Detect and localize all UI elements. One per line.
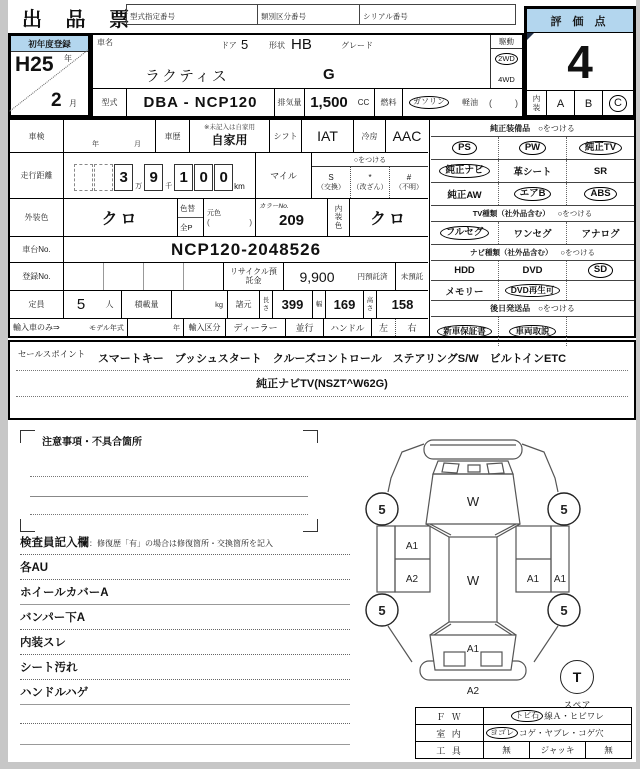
condition-tools-label: 工 具	[416, 742, 484, 758]
original-color-label: 元色	[207, 210, 221, 217]
right-rear-door-mark: A1	[526, 574, 540, 585]
inspector-item-5: シート汚れ	[20, 655, 350, 680]
fuel-diesel: 軽油	[462, 98, 478, 107]
condition-row-fw	[416, 708, 631, 725]
digit-box-empty	[74, 164, 93, 191]
model-year-suffix: 年	[128, 319, 184, 336]
handle-left: 左	[372, 319, 396, 336]
digit-1: 1	[174, 164, 193, 191]
sales-divider-2	[16, 396, 628, 397]
condition-interior-circled: ヨゴレ	[486, 727, 518, 740]
fuel-other-paren	[485, 89, 522, 116]
dimensions-row	[10, 291, 428, 319]
displacement-value: 1,500	[310, 94, 348, 111]
flag-asterisk-sub: （改ざん）	[352, 184, 388, 191]
inspector-item-2: ホイールカバーA	[20, 580, 350, 605]
shift-label: シフト	[270, 120, 302, 152]
drive-label: 駆動	[491, 35, 522, 49]
tv-oneseg: ワンセグ	[513, 229, 552, 240]
flag-exchange	[312, 167, 351, 198]
flag-hash: #	[406, 173, 412, 182]
inspector-header	[20, 534, 350, 555]
condition-interior-value	[484, 725, 631, 741]
interior-label: 内装	[527, 91, 547, 116]
fuel-label: 燃料	[375, 89, 403, 116]
all-paint-label: 全P	[180, 222, 193, 232]
spare-tire-mark: T	[560, 660, 594, 694]
model-label: 型式	[93, 89, 127, 116]
condition-row-tools	[416, 742, 631, 758]
width-label: 幅	[313, 291, 326, 318]
import-class-label: 輸入区分	[184, 319, 226, 336]
left-rocker-shape	[377, 526, 395, 592]
sales-point-label: セールスポイント	[18, 349, 86, 359]
equip-abs-selected: ABS	[584, 187, 616, 202]
recycle-paid: 円預託済	[350, 263, 396, 290]
digit-2: 0	[194, 164, 213, 191]
chassis-value: NCP120-2048526	[170, 239, 322, 259]
odometer-flags	[312, 153, 428, 198]
equipment-panel	[431, 120, 634, 336]
notes-line-1	[30, 476, 308, 477]
orig-paren-open: (	[207, 218, 210, 227]
car-top-view	[352, 430, 636, 702]
auction-sheet	[8, 0, 636, 762]
color-row	[10, 199, 428, 237]
tv-fullseg-selected: フルセグ	[440, 226, 490, 241]
length-value: 399	[273, 291, 313, 318]
car-damage-diagram	[352, 430, 636, 702]
capacity-label: 定員	[10, 291, 64, 318]
color-no-cell	[256, 199, 328, 236]
inspector-note: ：修復歴「有」の場合は修復箇所・交換箇所を記入	[89, 539, 273, 548]
mileage-label: 走行距離	[10, 153, 64, 198]
import-row	[10, 319, 428, 336]
man-unit: 万	[135, 183, 143, 190]
front-bumper-shape	[424, 440, 522, 459]
equip-sunroof: SR	[593, 165, 608, 177]
flag-s: S	[328, 173, 334, 182]
recycle-amount: 9,900	[299, 268, 335, 285]
tv-type-row	[431, 222, 634, 245]
digit-box-empty	[94, 164, 113, 191]
digit-man: 3	[114, 164, 133, 191]
model-value: DBA - NCP120	[127, 89, 275, 116]
sales-point-line1: スマートキー ブッシュスタート クルーズコントロール ステアリングS/W ビルトインETC	[98, 353, 567, 365]
equipment-row-3	[431, 183, 634, 206]
inspector-empty-line	[20, 724, 350, 745]
tailgate-mark: A1	[466, 644, 480, 655]
windshield-mark: W	[466, 494, 480, 509]
paren-open: (	[489, 97, 492, 108]
history-label: 車歴	[156, 120, 190, 152]
equip-oem-aw: 純正AW	[447, 190, 482, 201]
handle-label: ハンドル	[324, 319, 372, 336]
recycle-label: リサイクル預託金	[224, 263, 284, 290]
navi-circle-note: ○をつける	[560, 248, 596, 257]
inspector-section	[20, 534, 350, 762]
tv-analog: アナログ	[581, 229, 620, 240]
condition-table	[415, 707, 632, 759]
reg-month-value: 2	[51, 90, 62, 111]
left-rear-door-mark: A2	[405, 574, 419, 585]
interior-color-label: 内装色	[328, 199, 350, 236]
height-value: 158	[391, 297, 414, 312]
equip-oem-navi-selected: 純正ナビ	[439, 164, 489, 179]
roof-mark: W	[466, 573, 480, 588]
drive-4wd: 4WD	[498, 74, 515, 84]
navi-row-1	[431, 261, 634, 281]
navi-dvd-play-selected: DVD再生可	[505, 284, 560, 297]
equipment-header	[431, 120, 634, 137]
navi-hdd: HDD	[454, 265, 475, 276]
navi-empty-cell	[567, 281, 634, 300]
vehicle-name-label: 車名	[97, 38, 113, 47]
serial-number-label: シリアル番号	[363, 12, 408, 21]
km-unit: km	[234, 182, 245, 191]
page-title: 出 品 票	[22, 9, 139, 31]
grade-value: G	[323, 66, 335, 83]
rear-bumper-mark: A2	[466, 686, 480, 697]
bracket-bl	[20, 519, 35, 532]
model-year-label: モデル年式	[86, 319, 128, 336]
inspector-title: 検査員記入欄	[20, 537, 89, 549]
chassis-row	[10, 237, 428, 263]
left-front-door-mark: A1	[405, 541, 419, 552]
navi-type-title: ナビ種類（社外品含む）	[469, 248, 553, 257]
registration-empty-cells	[64, 263, 224, 290]
condition-fw-rest: 線Ａ・ヒビワレ	[544, 711, 604, 721]
navi-memory: メモリー	[445, 286, 484, 298]
top-header-boxes	[126, 4, 516, 25]
evaluation-block	[524, 6, 636, 118]
first-registration-block	[8, 33, 91, 118]
spec-label: 諸元	[228, 291, 260, 318]
grade-label: グレード	[341, 41, 373, 50]
color-no-label: カラーNo.	[259, 203, 289, 210]
interior-grade-a: A	[547, 91, 575, 116]
wheel-rl-mark: 5	[378, 603, 386, 618]
interior-grade-b: B	[575, 91, 603, 116]
condition-interior-label: 室 内	[416, 725, 484, 741]
history-value: 自家用	[211, 133, 248, 147]
inspection-label: 車検	[10, 120, 64, 152]
drive-2wd-selected: 2WD	[495, 53, 518, 65]
exterior-color-value: クロ	[64, 199, 178, 236]
history-note: ※未記入は自家用	[204, 124, 255, 131]
color-no-value: 209	[278, 212, 305, 229]
mileage-digits	[64, 153, 256, 198]
vehicle-name-value: ラクティス	[145, 68, 229, 85]
import-parallel: 並行	[286, 319, 324, 336]
navi-dvd: DVD	[522, 265, 543, 276]
tv-circle-note: ○をつける	[557, 209, 593, 218]
interior-grade-c-selected: C	[609, 95, 627, 112]
load-label: 積載量	[122, 291, 172, 318]
import-label: 輸入車のみ⇒	[13, 323, 60, 332]
flag-tampered	[351, 167, 390, 198]
inspector-item-6: ハンドルハゲ	[20, 680, 350, 705]
condition-fw-circled: トビ石	[511, 710, 543, 723]
model-designation-label: 型式指定番号	[130, 12, 175, 21]
history-cell	[190, 120, 270, 152]
handle-right: 右	[407, 323, 417, 333]
reg-month-unit: 月	[69, 99, 77, 108]
later-circle-note: ○をつける	[538, 304, 575, 313]
later-shipping-header	[431, 301, 634, 317]
model-fuel-row	[93, 88, 522, 116]
bracket-br	[303, 519, 318, 532]
width-value: 169	[326, 291, 364, 318]
load-unit: kg	[172, 291, 228, 318]
shift-value: IAT	[302, 120, 354, 152]
flag-s-sub: （交換）	[317, 184, 345, 191]
first-registration-header: 初年度登録	[11, 36, 88, 52]
inspection-month-label: 月	[134, 141, 141, 148]
sales-divider-1	[16, 370, 628, 371]
digit-3: 0	[214, 164, 233, 191]
equipment-title: 純正装備品	[490, 123, 531, 133]
equipment-circle-note: ○をつける	[538, 123, 575, 133]
right-rocker-mark: A1	[553, 574, 567, 585]
bracket-tr	[303, 430, 318, 443]
wheel-fl-mark: 5	[378, 502, 386, 517]
class-number-label: 類別区分番号	[261, 12, 306, 21]
bracket-tl	[20, 430, 35, 443]
class-number-field	[258, 4, 360, 25]
flag-hash-sub: （不明）	[395, 184, 423, 191]
tv-type-header	[431, 206, 634, 222]
displacement-label: 排気量	[275, 89, 305, 116]
sen-unit: 千	[165, 183, 173, 190]
sales-point-line2: 純正ナビTV(NSZT^W62G)	[256, 378, 388, 390]
flag-asterisk: *	[368, 173, 372, 182]
inspector-item-3: バンパー下A	[20, 605, 350, 630]
door-label: ドア	[221, 41, 237, 50]
condition-tools-2: ジャッキ	[530, 742, 586, 758]
orig-paren-close: )	[249, 218, 252, 227]
paren-close: )	[515, 97, 518, 108]
flag-unknown	[390, 167, 428, 198]
height-label: 高さ	[364, 291, 377, 318]
evaluation-header: 評 価 点	[527, 9, 633, 33]
equip-ps-selected: PS	[452, 141, 477, 156]
condition-fw-value	[484, 708, 631, 724]
later-shipping-title: 後日発送品	[490, 304, 531, 313]
fuel-gasoline-cell	[403, 89, 455, 116]
inspection-date-cell	[64, 120, 156, 152]
sales-point-box	[8, 340, 636, 420]
condition-tools-1: 無	[484, 742, 530, 758]
warranty-book-selected: 新車保証書	[437, 325, 492, 338]
color-change-label: 色替	[178, 199, 203, 218]
shape-value: HB	[291, 36, 312, 53]
color-change-cell	[178, 199, 204, 236]
tv-type-title: TV種類（社外品含む）	[472, 209, 550, 218]
reg-year-value: H25	[15, 53, 54, 76]
circle-note: ○をつける	[312, 153, 428, 167]
capacity-unit: 人	[98, 291, 122, 318]
evaluation-score: 4	[567, 35, 593, 88]
fuel-gasoline-selected: ガソリン	[409, 96, 449, 109]
notes-line-2	[30, 496, 308, 497]
equip-pw-selected: PW	[519, 141, 546, 156]
detail-grid	[8, 118, 636, 338]
inspector-item-1: 各AU	[20, 555, 350, 580]
equip-oem-tv-selected: 純正TV	[579, 141, 622, 156]
digit-sen: 9	[144, 164, 163, 191]
door-value: 5	[241, 37, 249, 52]
notes-line-3	[30, 514, 308, 515]
mile-label: マイル	[256, 153, 312, 198]
spare-tire-label: スペア	[563, 700, 591, 710]
condition-tools-3: 無	[604, 745, 613, 755]
wheel-fr-mark: 5	[560, 502, 568, 517]
registration-label: 登録No.	[10, 263, 64, 290]
capacity-value: 5	[76, 296, 86, 313]
chassis-label: 車台No.	[10, 237, 64, 262]
condition-fw-label: Ｆ Ｗ	[416, 708, 484, 724]
ac-value: AAC	[392, 128, 422, 144]
model-designation-field	[126, 4, 258, 25]
inspector-item-4: 内装スレ	[20, 630, 350, 655]
reg-year-unit: 年	[64, 54, 72, 63]
interior-grade-c-cell	[603, 91, 633, 116]
condition-interior-rest: コゲ・ヤブレ・コゲ穴	[519, 728, 604, 738]
wheel-rr-mark: 5	[560, 603, 568, 618]
detail-left	[10, 120, 430, 336]
mileage-row	[10, 153, 428, 199]
corner-mark	[527, 33, 534, 40]
equipment-row-2	[431, 160, 634, 183]
shape-label: 形状	[269, 41, 285, 50]
inspection-row	[10, 120, 428, 153]
exterior-color-label: 外装色	[10, 199, 64, 236]
condition-row-interior	[416, 725, 631, 742]
notes-box	[20, 430, 318, 532]
navi-row-2	[431, 281, 634, 301]
interior-color-value: クロ	[369, 211, 408, 228]
inspector-empty-line	[20, 745, 350, 762]
registration-row	[10, 263, 428, 291]
navi-type-header	[431, 245, 634, 261]
original-color-cell	[204, 199, 256, 236]
notes-title: 注意事項・不具合箇所	[42, 437, 142, 448]
recycle-unpaid: 未預託	[400, 272, 424, 281]
inspection-year-label: 年	[92, 141, 99, 148]
interior-grade-row	[527, 90, 633, 116]
ac-label: 冷房	[354, 120, 386, 152]
navi-sd-selected: SD	[588, 263, 613, 278]
equipment-row-1	[431, 137, 634, 160]
owner-manual-selected: 車両取説	[509, 325, 555, 338]
displacement-unit: CC	[353, 89, 375, 116]
serial-number-field	[360, 4, 516, 25]
import-dealer: ディーラー	[226, 319, 286, 336]
length-label: 長さ	[260, 291, 273, 318]
inspector-empty-line	[20, 705, 350, 724]
equip-leather-seat: 革シート	[513, 167, 552, 178]
equip-airbag-selected: エアB	[514, 187, 552, 202]
drive-column	[490, 35, 522, 88]
vehicle-info-block	[91, 33, 524, 118]
